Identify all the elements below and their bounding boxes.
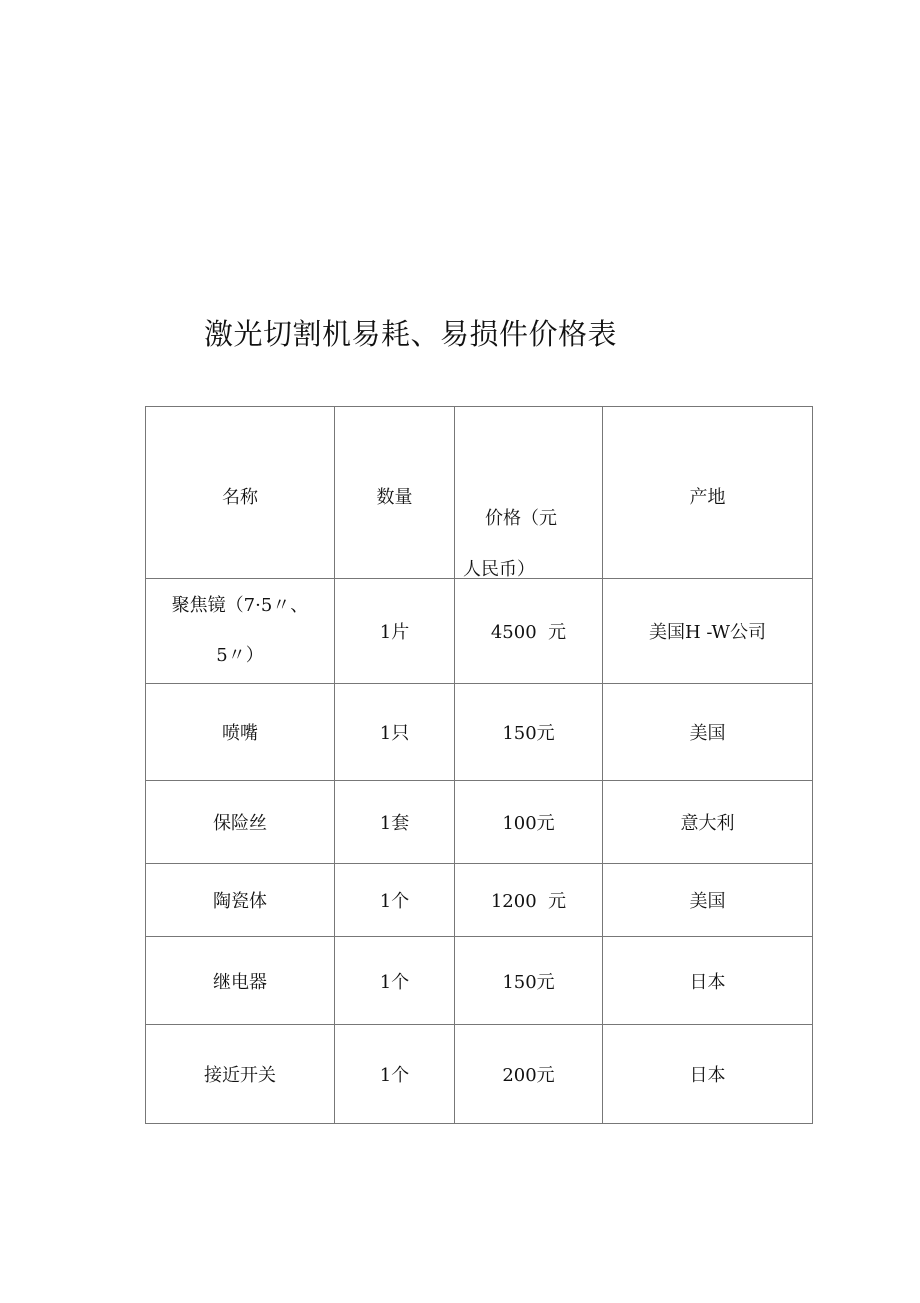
cell-origin: 意大利	[603, 781, 813, 864]
table-row	[146, 937, 813, 1025]
cell-origin: 美国	[603, 864, 813, 937]
table-row	[146, 684, 813, 781]
cell-quantity: 1片	[335, 579, 455, 684]
cell-origin: 日本	[603, 1025, 813, 1124]
cell-name: 喷嘴	[146, 684, 335, 781]
cell-quantity: 1套	[335, 781, 455, 864]
cell-name: 陶瓷体	[146, 864, 335, 937]
table-row	[146, 579, 813, 684]
cell-origin: 美国H -W公司	[603, 579, 813, 684]
cell-quantity: 1个	[335, 864, 455, 937]
cell-price: 200元	[455, 1025, 603, 1124]
header-quantity: 数量	[376, 487, 413, 508]
header-price-cell	[455, 407, 603, 579]
document-title: 激光切割机易耗、易损件价格表	[204, 317, 618, 351]
cell-origin: 日本	[603, 937, 813, 1025]
header-origin: 产地	[689, 487, 726, 508]
header-price-line1: 价格（元	[485, 508, 557, 529]
cell-price: 150元	[455, 684, 603, 781]
header-name: 名称	[222, 487, 258, 508]
table-row	[146, 781, 813, 864]
cell-name-line2: 5〃）	[216, 645, 264, 666]
price-table	[145, 406, 813, 1124]
cell-price: 4500 元	[455, 579, 603, 684]
cell-name	[146, 579, 335, 684]
header-name-cell	[146, 407, 335, 579]
cell-name-line1: 聚焦镜（7·5〃、	[171, 595, 309, 616]
cell-quantity: 1个	[335, 1025, 455, 1124]
table-row	[146, 1025, 813, 1124]
cell-name: 保险丝	[146, 781, 335, 864]
cell-origin: 美国	[603, 684, 813, 781]
cell-price: 1200 元	[455, 864, 603, 937]
table-header-row	[146, 407, 813, 579]
cell-price: 150元	[455, 937, 603, 1025]
cell-quantity: 1个	[335, 937, 455, 1025]
cell-name: 继电器	[146, 937, 335, 1025]
header-quantity-cell	[335, 407, 455, 579]
cell-quantity: 1只	[335, 684, 455, 781]
table-row	[146, 864, 813, 937]
cell-name: 接近开关	[146, 1025, 335, 1124]
header-price-line2: 人民币）	[463, 559, 535, 580]
header-origin-cell	[603, 407, 813, 579]
cell-price: 100元	[455, 781, 603, 864]
